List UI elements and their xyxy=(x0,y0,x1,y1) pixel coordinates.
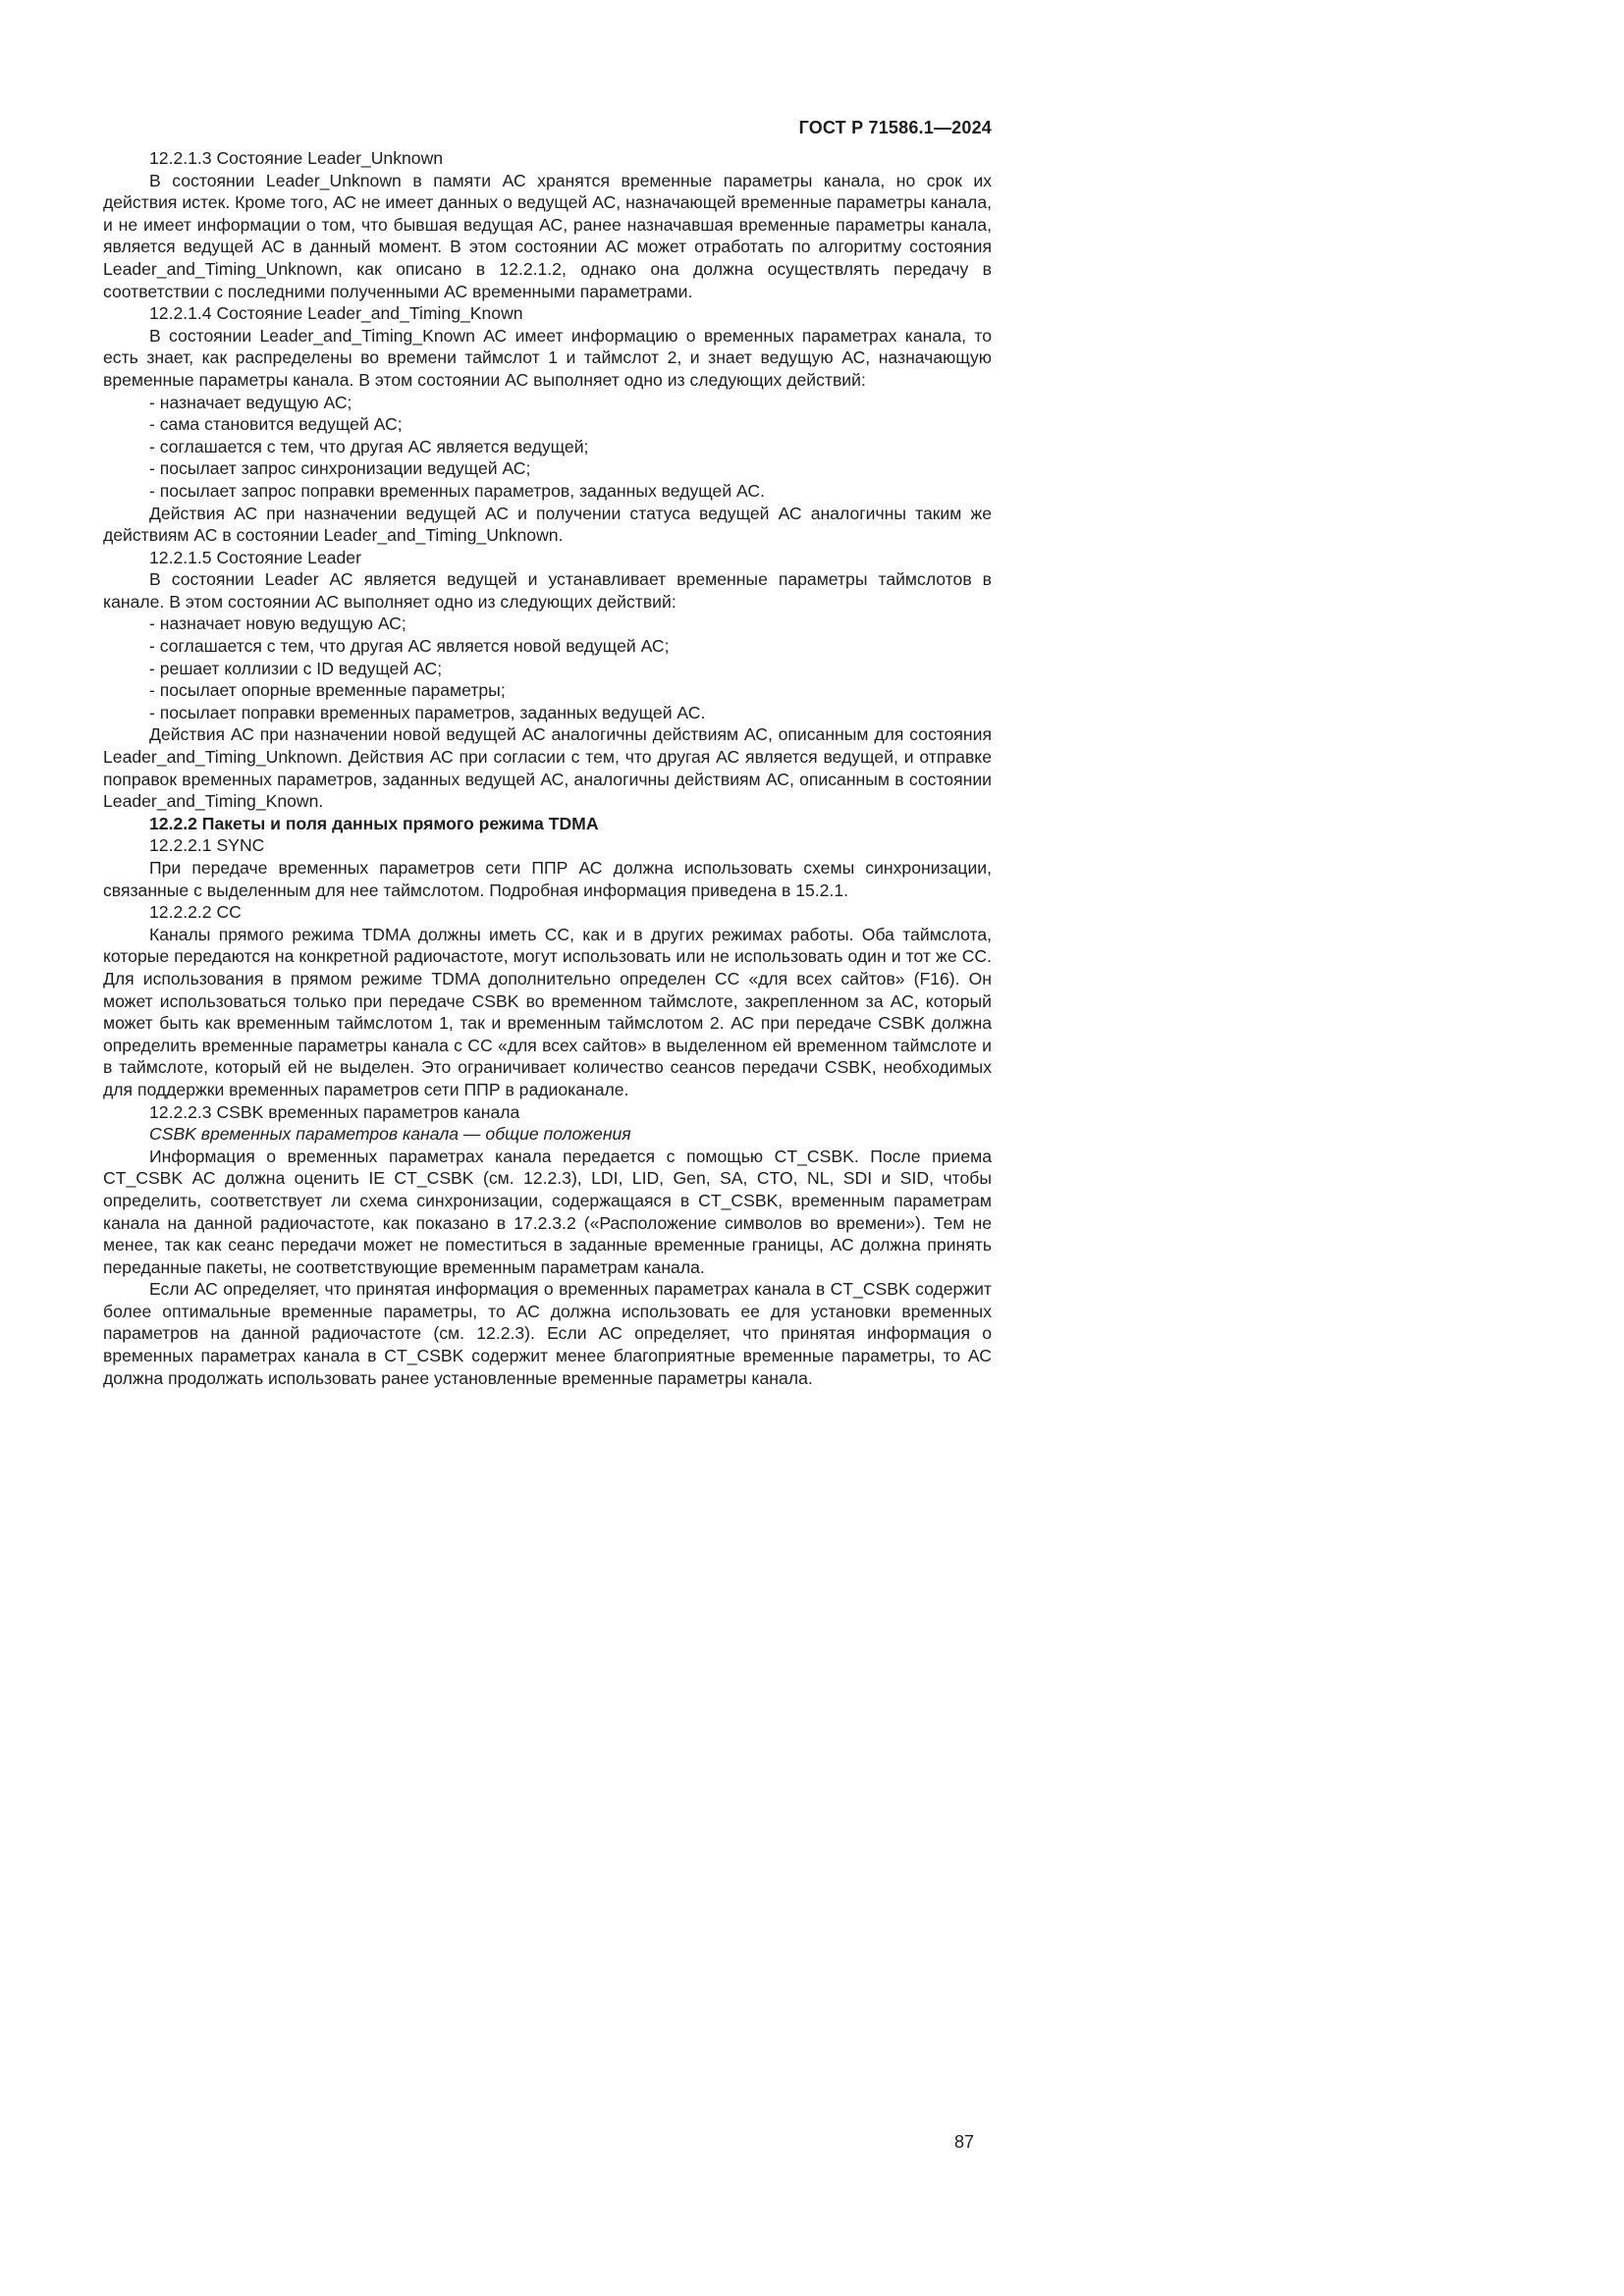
section-heading-bold: 12.2.2 Пакеты и поля данных прямого режима TDMA xyxy=(149,813,599,833)
section-heading: 12.2.1.5 Состояние Leader xyxy=(149,547,361,567)
paragraph: В состоянии Leader АС является ведущей и устанавливает временные параметры таймслотов в канале. В этом состоянии АС выполняет одно из следующих действий: xyxy=(103,569,992,612)
paragraph: Действия АС при назначении ведущей АС и получении статуса ведущей АС аналогичны таким же действиям АС в состоянии Leader_and_Timing_Unknown. xyxy=(103,503,992,546)
document-footer xyxy=(103,2132,992,2153)
section-heading: 12.2.1.3 Состояние Leader_Unknown xyxy=(149,148,444,168)
list-item: - посылает запрос синхронизации ведущей АС; xyxy=(149,458,531,479)
section-heading: 12.2.1.4 Состояние Leader_and_Timing_Known xyxy=(149,303,523,324)
list-item: - решает коллизии с ID ведущей АС; xyxy=(149,658,443,678)
paragraph: В состоянии Leader_and_Timing_Known АС имеет информацию о временных параметрах канала, то есть знает, как распределены во времени таймслот 1 и таймслот 2, и знает ведущую АС, назначающую временные параметры канала. В этом состоянии АС выполняет одно из следующих действий: xyxy=(103,325,992,390)
paragraph: Каналы прямого режима TDMA должны иметь СС, как и в других режимах работы. Оба таймслота, которые передаются на конкретной радиочастоте, могут использовать или не использовать один и тот же СС. Для использования в прямом режиме TDMA дополнительно определен СС «для всех сайтов» (F16). Он может использоваться только при передаче CSBK во временном таймслоте, закрепленном за АС, который может быть как временным таймслотом 1, так и временным таймслотом 2. АС при передаче CSBK должна определить временные параметры канала с СС «для всех сайтов» в выделенном ей временном таймслоте и в таймслоте, который ей не выделен. Это ограничивает количество сеансов передачи CSBK, необходимых для поддержки временных параметров сети ППР в радиоканале. xyxy=(103,924,992,1099)
paragraph: В состоянии Leader_Unknown в памяти АС хранятся временные параметры канала, но срок их действия истек. Кроме того, АС не имеет данных о ведущей АС, назначающей временные параметры канала, и не имеет информации о том, что бывшая ведущая АС, ранее назначавшая временные параметры канала, является ведущей АС в данный момент. В этом состоянии АС может отработать по алгоритму состояния Leader_and_Timing_Unknown, как описано в 12.2.1.2, однако она должна осуществлять передачу в соответствии с последними полученными АС временными параметрами. xyxy=(103,170,992,301)
note-italic: CSBK временных параметров канала — общие положения xyxy=(149,1124,631,1145)
list-item: - назначает новую ведущую АС; xyxy=(149,614,406,634)
document-header xyxy=(103,118,992,138)
paragraph: Информация о временных параметрах канала передается с помощью CT_CSBK. После приема CT_CSBK АС должна оценить IE CT_CSBK (см. 12.2.3), LDI, LID, Gen, SA, CTO, NL, SDI и SID, чтобы определить, соответствует ли схема синхронизации, содержащаяся в CT_CSBK, временным параметрам канала на данной радиочастоте, как показано в 17.2.3.2 («Расположение символов во времени»). Тем не менее, так как сеанс передачи может не поместиться в заданные временные границы, АС должна принять переданные пакеты, не соответствующие временным параметрам канала. xyxy=(103,1146,992,1277)
list-item: - соглашается с тем, что другая АС является ведущей; xyxy=(149,436,589,456)
paragraph: Действия АС при назначении новой ведущей АС аналогичны действиям АС, описанным для состояния Leader_and_Timing_Unknown. Действия АС при согласии с тем, что другая АС является ведущей, и отправке поправок временных параметров, заданных ведущей АС, аналогичны действиям АС, описанным в состоянии Leader_and_Timing_Known. xyxy=(103,724,992,812)
section-heading: 12.2.2.1 SYNC xyxy=(149,835,265,856)
page-content xyxy=(103,147,992,1389)
section-heading: 12.2.2.3 CSBK временных параметров канала xyxy=(149,1101,520,1122)
section-heading: 12.2.2.2 СС xyxy=(149,902,242,923)
list-item: - сама становится ведущей АС; xyxy=(149,414,403,435)
paragraph: При передаче временных параметров сети ППР АС должна использовать схемы синхронизации, связанные с выделенным для нее таймслотом. Подробная информация приведена в 15.2.1. xyxy=(103,858,992,900)
doc-number: ГОСТ Р 71586.1—2024 xyxy=(798,118,992,137)
list-item: - посылает опорные временные параметры; xyxy=(149,680,506,701)
list-item: - посылает запрос поправки временных параметров, заданных ведущей АС. xyxy=(149,480,765,501)
list-item: - соглашается с тем, что другая АС является новой ведущей АС; xyxy=(149,636,670,657)
list-item: - посылает поправки временных параметров, заданных ведущей АС. xyxy=(149,702,706,722)
paragraph: Если АС определяет, что принятая информация о временных параметрах канала в CT_CSBK содержит более оптимальные временные параметры, то АС должна использовать ее для установки временных параметров на данной радиочастоте (см. 12.2.3). Если АС определяет, что принятая информация о временных параметрах канала в CT_CSBK содержит менее благоприятные временные параметры, то АС должна продолжать использовать ранее установленные временные параметры канала. xyxy=(103,1279,992,1388)
page-number: 87 xyxy=(953,2132,974,2152)
list-item: - назначает ведущую АС; xyxy=(149,392,352,412)
